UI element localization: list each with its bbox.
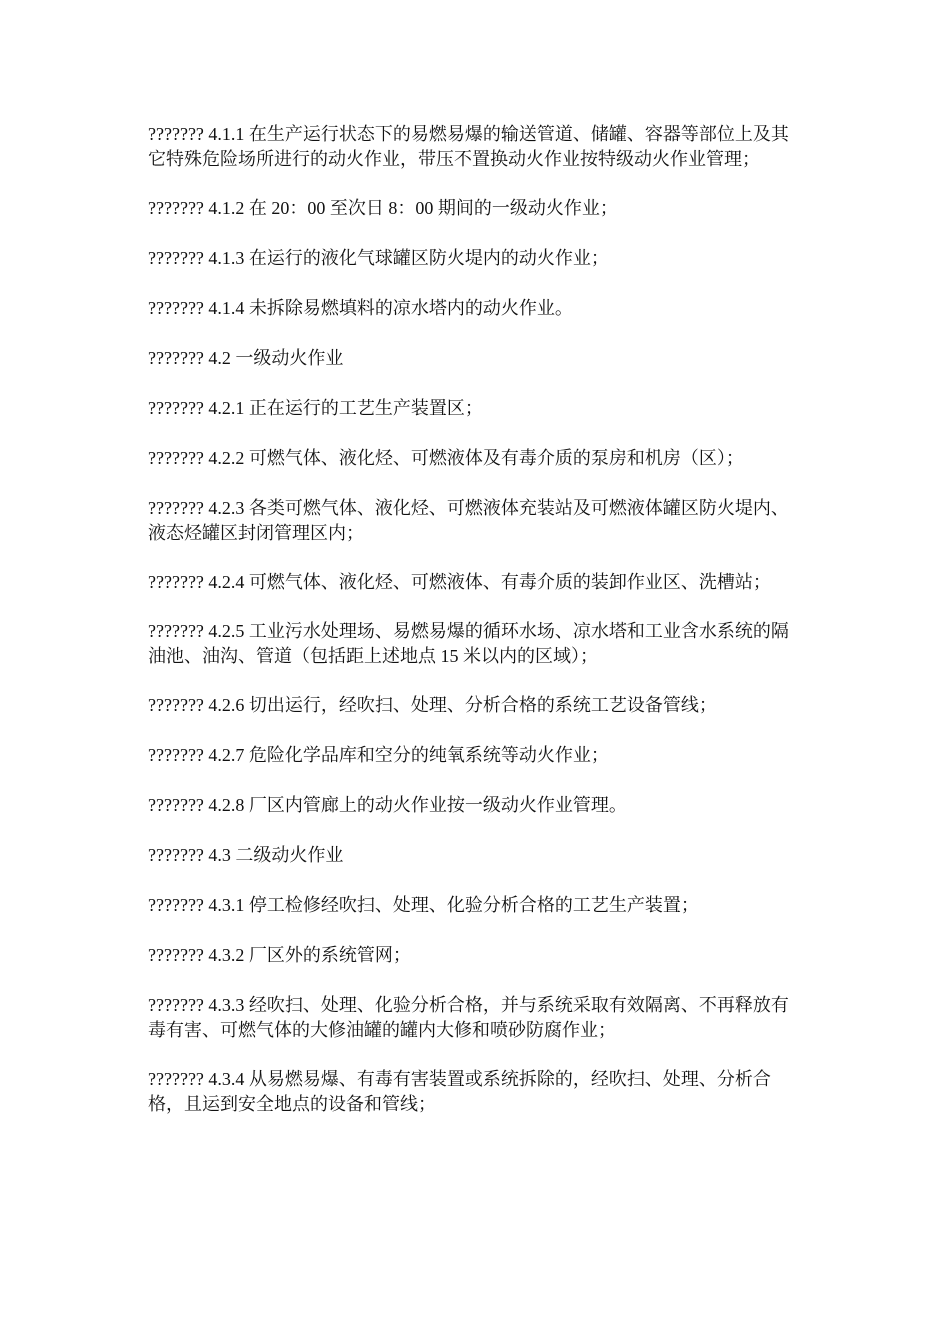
paragraph-4-3-3: ??????? 4.3.3 经吹扫、处理、化验分析合格，并与系统采取有效隔离、不再释放有毒有害、可燃气体的大修油罐的罐内大修和喷砂防腐作业； <box>148 995 789 1040</box>
section-heading-4-3: ??????? 4.3 二级动火作业 <box>148 845 344 865</box>
paragraph-4-2-5: ??????? 4.2.5 工业污水处理场、易燃易爆的循环水场、凉水塔和工业含水系统的隔油池、油沟、管道（包括距上述地点 15 米以内的区域）； <box>148 621 789 666</box>
paragraph-4-3-4: ??????? 4.3.4 从易燃易爆、有毒有害装置或系统拆除的，经吹扫、处理、分析合格，且运到安全地点的设备和管线； <box>148 1069 771 1114</box>
section-heading-4-2: ??????? 4.2 一级动火作业 <box>148 348 344 368</box>
paragraph-4-2-4: ??????? 4.2.4 可燃气体、液化烃、可燃液体、有毒介质的装卸作业区、洗槽站； <box>148 572 771 592</box>
paragraph-4-2-7: ??????? 4.2.7 危险化学品库和空分的纯氧系统等动火作业； <box>148 745 609 765</box>
paragraph-4-2-3: ??????? 4.2.3 各类可燃气体、液化烃、可燃液体充装站及可燃液体罐区防火堤内、液态烃罐区封闭管理区内； <box>148 498 789 543</box>
paragraph-4-3-1: ??????? 4.3.1 停工检修经吹扫、处理、化验分析合格的工艺生产装置； <box>148 895 699 915</box>
paragraph-4-1-3: ??????? 4.1.3 在运行的液化气球罐区防火堤内的动火作业； <box>148 248 609 268</box>
paragraph-4-3-2: ??????? 4.3.2 厂区外的系统管网； <box>148 945 411 965</box>
paragraph-4-2-2: ??????? 4.2.2 可燃气体、液化烃、可燃液体及有毒介质的泵房和机房（区）； <box>148 448 744 468</box>
paragraph-4-1-4: ??????? 4.1.4 未拆除易燃填料的凉水塔内的动火作业。 <box>148 298 573 318</box>
paragraph-4-1-1: ??????? 4.1.1 在生产运行状态下的易燃易爆的输送管道、储罐、容器等部位上及其它特殊危险场所进行的动火作业，带压不置换动火作业按特级动火作业管理； <box>148 124 789 169</box>
paragraph-4-2-6: ??????? 4.2.6 切出运行，经吹扫、处理、分析合格的系统工艺设备管线； <box>148 695 717 715</box>
paragraph-4-2-8: ??????? 4.2.8 厂区内管廊上的动火作业按一级动火作业管理。 <box>148 795 627 815</box>
paragraph-4-1-2: ??????? 4.1.2 在 20：00 至次日 8：00 期间的一级动火作业； <box>148 198 618 218</box>
document-body <box>148 122 802 1141</box>
paragraph-4-2-1: ??????? 4.2.1 正在运行的工艺生产装置区； <box>148 398 483 418</box>
